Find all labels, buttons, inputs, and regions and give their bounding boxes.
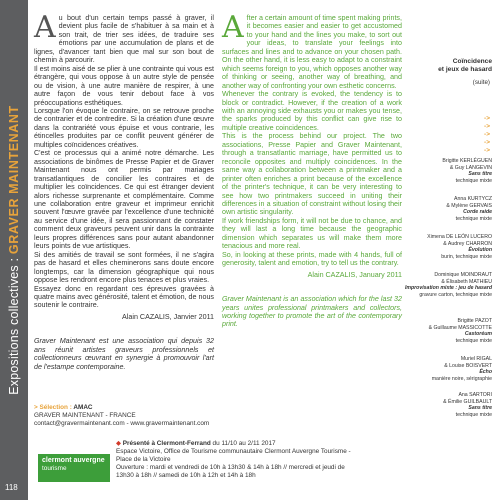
sidebar-arrows <box>484 115 490 155</box>
french-paragraph-4: C'est ce processus qui a animé notre démarche. Les associations de binômes de Presse Papier et de Graver Maintenant nous ont permis par mariages transatlantiques de concilier les contraires et de multiplier les coïncidences. Ce qui est étranger devient alors richesse surprenante et complémentaire. Comme une collaboration entre graveur et imprimeur enrichit souvent l'œuvre gravée par l'excellence d'une technicité au service d'une idée, il sera passionnant de constater comment deux graveurs peuvent unir dans la contrainte leurs propres différences sans pour autant abandonner leurs points de vue artistiques. <box>34 149 214 251</box>
french-association-note: Graver Maintenant est une association qui depuis 32 ans réunit artistes graveurs professionnels et collectionneurs œuvrant en synergie à promouvoir l'art de l'estampe contemporaine. <box>34 337 214 371</box>
french-paragraph-5: Si des amitiés de travail se sont formées, il ne s'agira pas de hasard et elles cheminerons sans doute encore longtemps, car la dimension géographique qui nous oppose les rendront encore plus tenaces et plus vraies. <box>34 250 214 285</box>
credit-technique: gravure carton, technique mixte <box>419 291 492 298</box>
arrow-icon: -> <box>484 115 490 122</box>
french-paragraph-6: Essayez donc en regardant ces épreuves gravées à quatre mains avec générosité, talent et émotion, de nous soutenir le contraire. <box>34 284 214 310</box>
credit-work: Évolution <box>468 247 492 254</box>
credit-artist: Ximena DE LEÓN LUCERO <box>427 234 492 240</box>
selection-label: > Sélection : <box>34 404 74 411</box>
french-paragraph-3: Lorsque l'on évoque le contraire, on se retrouve proche de contrarier et de contredire. Si la création d'une œuvre dans la contrariété vous épuise et vous contrarie, les étincelles produites par ce conflit peuvent générer de multiples coïncidences créatives. <box>34 106 214 149</box>
page-number: 118 <box>5 483 18 492</box>
spine-title <box>7 105 21 395</box>
credit-entry <box>405 272 492 298</box>
credit-artist: Brigitte PAZOT <box>457 318 492 324</box>
credit-artist: Muriel RIGAL <box>460 356 492 362</box>
english-paragraph-1: fter a certain amount of time spent making prints, it becomes easier and easier to get accustomed to your hand and the lines you make, to sort out your ideas, to translate your feelings into surfaces and lines and to advance on your chosen path. On the other hand, it is less easy to adapt to a constraint which seems foreign to you, which opposes another way of thinking or seeing, another way of breathing, and another way of confronting your own esthetic concerns. <box>222 14 402 90</box>
credit-artist: & Audrey CHARRON <box>443 240 492 247</box>
spine-prefix: Expositions collectives : <box>7 254 21 395</box>
french-signature: Alain CAZALIS, Janvier 2011 <box>122 312 214 321</box>
credit-artist: & Émilie GUILBAULT <box>443 398 492 405</box>
sidebar <box>404 0 500 500</box>
credit-artist: & Guy LANGEVIN <box>449 164 492 171</box>
logo-line-2: tourisme <box>42 465 67 472</box>
arrow-icon: -> <box>484 123 490 130</box>
credit-work: Écho <box>479 369 492 376</box>
credit-entry <box>429 318 492 344</box>
credit-work: Sans titre <box>468 171 492 178</box>
credit-work: Sans titre <box>468 405 492 412</box>
credit-artist: & Guillaume MASSICOTTE <box>428 324 492 331</box>
credit-technique: burin, technique mixte <box>441 253 492 260</box>
english-dropcap: A <box>222 10 244 45</box>
credit-artist: & Élisabeth MATHIEU <box>441 278 492 285</box>
credit-artist: & Mylène GERVAIS <box>446 202 492 209</box>
credit-work: Improvisation mixte : jeu de hasard <box>404 285 492 292</box>
presented-label: Présenté à Clermont-Ferrand <box>122 440 211 447</box>
credit-artist: Dominique MOINDRAUT <box>434 272 492 278</box>
french-column <box>34 10 214 371</box>
clermont-tourisme-logo <box>38 454 110 482</box>
english-signature: Alain CAZALIS, January 2011 <box>307 270 402 279</box>
presented-dates: du 11/10 au 2/11 2017 <box>210 440 276 447</box>
credit-artist: & Louise BOISVERT <box>444 362 492 369</box>
presented-place: Place de la Victoire <box>116 455 171 463</box>
credit-work: Castoréum <box>464 331 492 338</box>
presented-hours-2: 13h30 à 18h // samedi de 10h à 12h et 14h à 18h <box>116 471 256 479</box>
selection-org-line: GRAVER MAINTENANT - FRANCE <box>34 411 136 419</box>
credit-technique: technique mixte <box>455 215 492 222</box>
english-association-note: Graver Maintenant is an association which for the last 32 years unites professional printmakers and collectors, working together to promote the art of the contemporary print. <box>222 295 402 329</box>
arrow-icon: -> <box>484 139 490 146</box>
spine-highlight: GRAVER MAINTENANT <box>7 105 21 255</box>
sidebar-title-line-1: Coïncidence <box>452 58 492 65</box>
presented-hours-1: Ouverture : mardi et vendredi de 10h à 13h30 & 14h à 18h // mercredi et jeudi de <box>116 463 345 471</box>
credit-entry <box>443 392 492 418</box>
logo-line-1: clermont auvergne <box>42 457 105 464</box>
credit-artist: Brigitte KERLÉGUEN <box>442 158 492 164</box>
credit-entry <box>427 234 492 260</box>
credit-technique: manière noire, sérigraphie <box>431 375 492 382</box>
diamond-icon: ◆ <box>116 440 121 447</box>
credit-technique: technique mixte <box>455 177 492 184</box>
sidebar-title <box>438 58 492 74</box>
sidebar-suite: (suite) <box>472 79 490 86</box>
credit-artist: Ana SARTORI <box>458 392 492 398</box>
english-paragraph-5: So, in looking at these prints, made with 4 hands, full of generosity, talent and emotion, try to tell us the contrary. <box>222 250 402 268</box>
selection-org: AMAC <box>73 404 93 411</box>
credit-technique: technique mixte <box>455 411 492 418</box>
selection-contact-link[interactable]: contact@gravermaintenant.com - www.gravermaintenant.com <box>34 419 210 427</box>
arrow-icon: -> <box>484 147 490 154</box>
english-column <box>222 10 402 329</box>
french-paragraph-1: u bout d'un certain temps passé à graver, il devient plus facile de s'habituer à sa main et à son trait, de trier ses idées, de traduire ses émotions par une accumulation de plans et de lignes, d'avancer tant bien que mal sur son bout de chemin à parcourir. <box>34 14 214 65</box>
spine-band <box>0 0 28 500</box>
english-paragraph-4: If work friendships form, it will not be due to chance, and they will last a long time because the geographic dimension which separates us will make them more tenacious and more real. <box>222 216 402 251</box>
presented-block <box>116 440 402 480</box>
arrow-icon: -> <box>484 131 490 138</box>
selection-block <box>34 404 394 428</box>
credit-artist: Anna KURTYCZ <box>454 196 492 202</box>
french-dropcap: A <box>34 10 56 45</box>
credit-entry <box>446 196 492 222</box>
english-paragraph-2: Whenever the contrary is evoked, the tendency is to block or contradict. However, if the creation of a work with an annoying side exhausts you or makes you tense, the sparks produced by this conflict can give rise to multiple creative coincidences. <box>222 90 402 132</box>
credit-technique: technique mixte <box>455 337 492 344</box>
sidebar-title-line-2: et jeux de hasard <box>438 66 492 73</box>
credit-entry <box>432 356 492 382</box>
french-paragraph-2: Il est moins aisé de se plier à une contrainte qui vous est étrangère, qui vous oppose à un autre style de pensée ou de vision, à une autre manière de respirer, à une autre façon de vous tenir debout face à vos préoccupations esthétiques. <box>34 64 214 107</box>
presented-venue: Espace Victoire, Office de Tourisme communautaire Clermont Auvergne Tourisme - <box>116 447 351 455</box>
credit-work: Corde raide <box>463 209 492 216</box>
credit-entry <box>442 158 492 184</box>
english-paragraph-3: This is the process behind our project. The two associations, Presse Papier and Graver Maintenant, through a transatlantic marriage, have permitted us to reconcile opposites and multiply coincidences. In the same way a collaboration between a printmaker and a printer often enriches a print because of the excellence of the printer's technique, it can be very interesting to see how two printmakers succeed in uniting their differences in a situation of constraint without losing their own artistic singularity. <box>222 132 402 217</box>
